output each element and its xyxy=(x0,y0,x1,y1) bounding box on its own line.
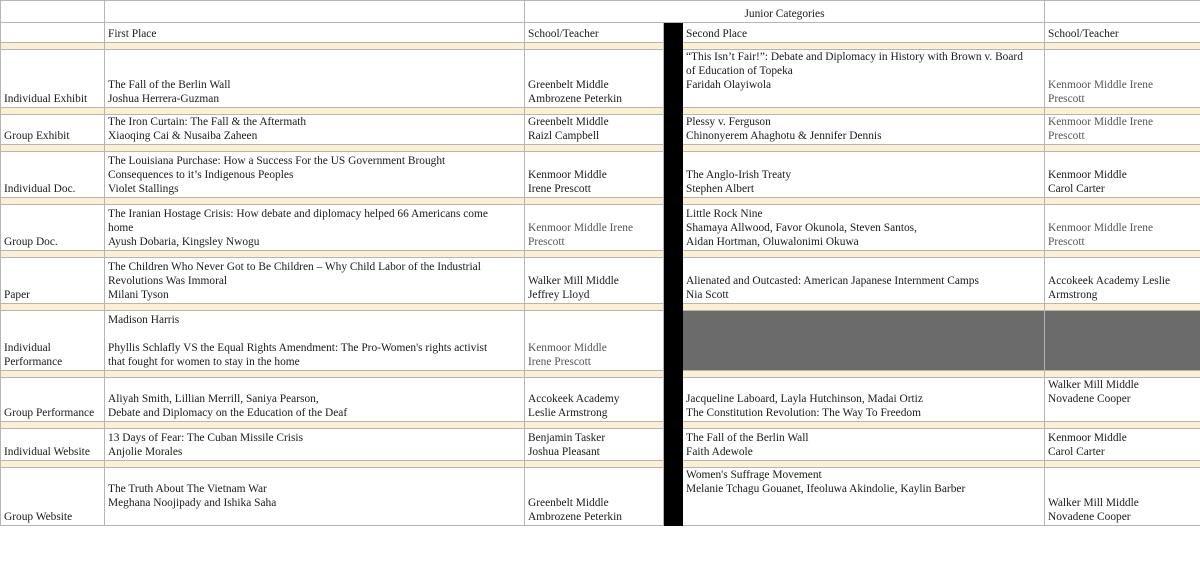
blank-cell xyxy=(1,23,105,43)
first-place-cell xyxy=(105,205,525,251)
cell-line: Walker Mill Middle xyxy=(528,275,619,287)
sheet-title: Junior Categories xyxy=(525,1,1045,23)
category-cell: Group Doc. xyxy=(1,205,105,251)
cell-line: Faridah Olayiwola xyxy=(686,79,772,91)
table-row xyxy=(1,115,1200,145)
first-school-cell xyxy=(525,468,664,526)
table-row xyxy=(1,152,1200,198)
cell-line: Kenmoor Middle Irene xyxy=(1048,222,1154,234)
spacer-cell xyxy=(1,304,105,311)
spacer-cell xyxy=(683,422,1045,429)
spacer-cell xyxy=(525,251,664,258)
spacer-cell xyxy=(1,43,105,50)
cell-line: Shamaya Allwood, Favor Okunola, Steven Santos, xyxy=(686,222,917,234)
spacer-cell xyxy=(1,422,105,429)
cell-line: that fought for women to stay in the home xyxy=(108,356,300,368)
cell-line: Ayush Dobaria, Kingsley Nwogu xyxy=(108,236,260,248)
cell-line: Kenmoor Middle xyxy=(528,169,607,181)
cell-line: Melanie Tchagu Gouanet, Ifeoluwa Akindolie, Kaylin Barber xyxy=(686,483,966,495)
spacer-cell xyxy=(1045,304,1200,311)
spacer-cell xyxy=(525,422,664,429)
cell-line: Raizl Campbell xyxy=(528,130,600,142)
spacer-cell xyxy=(105,251,525,258)
spacer-cell xyxy=(1045,108,1200,115)
first-school-cell xyxy=(525,311,664,371)
spacer-cell xyxy=(1045,422,1200,429)
cell-line: Irene Prescott xyxy=(528,183,591,195)
first-place-cell xyxy=(105,258,525,304)
blank-cell xyxy=(105,1,525,23)
spacer-cell xyxy=(105,461,525,468)
spacer-cell xyxy=(105,108,525,115)
cell-line: of Education of Topeka xyxy=(686,65,793,77)
spacer-cell xyxy=(664,371,683,378)
black-divider xyxy=(664,23,683,43)
spacer-cell xyxy=(1,371,105,378)
first-place-cell xyxy=(105,152,525,198)
cell-line: Ambrozene Peterkin xyxy=(528,511,622,523)
cell-line xyxy=(686,496,1041,510)
second-school-cell xyxy=(1045,205,1200,251)
cell-line: The Fall of the Berlin Wall xyxy=(686,432,809,444)
cell-line: Milani Tyson xyxy=(108,289,169,301)
spacer-cell xyxy=(664,422,683,429)
cell-line: The Constitution Revolution: The Way To Freedom xyxy=(686,407,921,419)
black-divider xyxy=(664,378,683,422)
cell-line: Phyllis Schlafly VS the Equal Rights Amendment: The Pro-Women's rights activist xyxy=(108,342,488,354)
cell-line: Kenmoor Middle Irene xyxy=(1048,79,1154,91)
spacer-cell xyxy=(1045,145,1200,152)
black-divider xyxy=(664,429,683,461)
cell-line: Performance xyxy=(4,356,63,368)
cell-line xyxy=(686,510,1041,524)
second-school-cell xyxy=(1045,152,1200,198)
table-row xyxy=(1,468,1200,526)
cell-line: Xiaoqing Cai & Nusaiba Zaheen xyxy=(108,130,258,142)
category-cell: Individual Website xyxy=(1,429,105,461)
cell-line: “This Isn’t Fair!”: Debate and Diplomacy in History with Brown v. Board xyxy=(686,51,1023,63)
header-first-place: First Place xyxy=(105,23,525,43)
cell-line: Madison Harris xyxy=(108,314,180,326)
second-school-cell xyxy=(1045,50,1200,108)
cell-line: Chinonyerem Ahaghotu & Jennifer Dennis xyxy=(686,130,882,142)
header-school-teacher: School/Teacher xyxy=(525,23,664,43)
table-row xyxy=(1,311,1200,371)
first-school-cell xyxy=(525,429,664,461)
table-row xyxy=(1,429,1200,461)
black-divider xyxy=(664,115,683,145)
cell-line: Violet Stallings xyxy=(108,183,179,195)
spacer-cell xyxy=(525,304,664,311)
spacer-cell xyxy=(664,43,683,50)
cell-line: Walker Mill Middle xyxy=(1048,379,1139,391)
cell-line: Jeffrey Lloyd xyxy=(528,289,590,301)
first-place-cell xyxy=(105,468,525,526)
cell-line: Prescott xyxy=(1048,130,1085,142)
cell-line: Aliyah Smith, Lillian Merrill, Saniya Pearson, xyxy=(108,393,319,405)
spacer-cell xyxy=(683,304,1045,311)
black-divider xyxy=(664,205,683,251)
cell-line: Armstrong xyxy=(1048,289,1098,301)
spacer-cell xyxy=(105,304,525,311)
cell-line: The Children Who Never Got to Be Children – Why Child Labor of the Industrial xyxy=(108,261,481,273)
cell-line: Benjamin Tasker xyxy=(528,432,606,444)
spacer-cell xyxy=(1,108,105,115)
cell-line: Women's Suffrage Movement xyxy=(686,469,822,481)
spacer-cell xyxy=(1045,461,1200,468)
spacer-cell xyxy=(664,198,683,205)
second-place-cell xyxy=(683,258,1045,304)
cell-line: Prescott xyxy=(528,236,565,248)
black-divider xyxy=(664,311,683,371)
first-place-cell xyxy=(105,378,525,422)
second-place-cell xyxy=(683,468,1045,526)
spacer-cell xyxy=(683,198,1045,205)
first-place-cell xyxy=(105,311,525,371)
category-cell: Group Performance xyxy=(1,378,105,422)
spacer-row xyxy=(1,422,1200,429)
second-place-cell xyxy=(683,378,1045,422)
cell-line: Carol Carter xyxy=(1048,183,1105,195)
second-school-cell xyxy=(1045,468,1200,526)
cell-line: home xyxy=(108,222,134,234)
black-divider xyxy=(664,50,683,108)
spacer-row xyxy=(1,461,1200,468)
header-school-teacher: School/Teacher xyxy=(1045,23,1200,43)
spacer-cell xyxy=(1045,251,1200,258)
first-place-cell xyxy=(105,50,525,108)
spacer-row xyxy=(1,251,1200,258)
category-cell xyxy=(1,311,105,371)
cell-line: The Louisiana Purchase: How a Success For the US Government Brought xyxy=(108,155,446,167)
spacer-cell xyxy=(1,461,105,468)
spacer-row xyxy=(1,43,1200,50)
spacer-cell xyxy=(683,371,1045,378)
spacer-cell xyxy=(105,198,525,205)
category-cell: Group Website xyxy=(1,468,105,526)
cell-line: Kenmoor Middle xyxy=(1048,169,1127,181)
spacer-cell xyxy=(525,145,664,152)
spacer-row xyxy=(1,198,1200,205)
cell-line: Nia Scott xyxy=(686,289,729,301)
cell-line: The Anglo-Irish Treaty xyxy=(686,169,792,181)
spacer-cell xyxy=(1,198,105,205)
first-school-cell xyxy=(525,115,664,145)
cell-line: Greenbelt Middle xyxy=(528,79,609,91)
spacer-cell xyxy=(664,145,683,152)
second-school-cell xyxy=(1045,429,1200,461)
second-place-cell xyxy=(683,152,1045,198)
cell-line: Walker Mill Middle xyxy=(1048,497,1139,509)
first-place-cell xyxy=(105,115,525,145)
first-school-cell xyxy=(525,152,664,198)
second-place-cell xyxy=(683,429,1045,461)
empty-grey-cell xyxy=(1045,311,1200,371)
spacer-cell xyxy=(105,371,525,378)
first-school-cell xyxy=(525,378,664,422)
blank-cell xyxy=(1,1,105,23)
second-place-cell xyxy=(683,205,1045,251)
cell-line: Joshua Pleasant xyxy=(528,446,600,458)
cell-line xyxy=(1048,406,1197,420)
cell-line: Jacqueline Laboard, Layla Hutchinson, Madai Ortiz xyxy=(686,393,923,405)
cell-line: Irene Prescott xyxy=(528,356,591,368)
second-place-cell xyxy=(683,50,1045,108)
cell-line: Aidan Hortman, Oluwalonimi Okuwa xyxy=(686,236,859,248)
spacer-cell xyxy=(525,371,664,378)
cell-line: Novadene Cooper xyxy=(1048,511,1131,523)
cell-line: Accokeek Academy xyxy=(528,393,620,405)
cell-line: Accokeek Academy Leslie xyxy=(1048,275,1171,287)
spacer-cell xyxy=(525,198,664,205)
spacer-cell xyxy=(525,108,664,115)
spacer-cell xyxy=(683,145,1045,152)
cell-line: The Fall of the Berlin Wall xyxy=(108,79,231,91)
cell-line: Leslie Armstrong xyxy=(528,407,608,419)
spacer-cell xyxy=(1045,198,1200,205)
spacer-cell xyxy=(664,304,683,311)
spacer-cell xyxy=(105,422,525,429)
table-row xyxy=(1,378,1200,422)
spacer-row xyxy=(1,145,1200,152)
blank-cell xyxy=(1045,1,1200,23)
spacer-cell xyxy=(1,145,105,152)
category-cell: Individual Doc. xyxy=(1,152,105,198)
first-place-cell xyxy=(105,429,525,461)
table-row xyxy=(1,205,1200,251)
second-place-cell xyxy=(683,115,1045,145)
spacer-cell xyxy=(683,251,1045,258)
cell-line: Novadene Cooper xyxy=(1048,393,1131,405)
cell-line: Individual xyxy=(4,342,51,354)
cell-line: Plessy v. Ferguson xyxy=(686,116,771,128)
cell-line: Kenmoor Middle Irene xyxy=(1048,116,1154,128)
cell-line: 13 Days of Fear: The Cuban Missile Crisis xyxy=(108,432,303,444)
spacer-cell xyxy=(1045,371,1200,378)
spacer-cell xyxy=(683,461,1045,468)
spacer-cell xyxy=(105,43,525,50)
header-second-place: Second Place xyxy=(683,23,1045,43)
spacer-cell xyxy=(664,251,683,258)
cell-line: Debate and Diplomacy on the Education of the Deaf xyxy=(108,407,348,419)
first-school-cell xyxy=(525,50,664,108)
cell-line xyxy=(108,327,521,341)
cell-line: Consequences to it’s Indigenous Peoples xyxy=(108,169,294,181)
spacer-cell xyxy=(664,461,683,468)
cell-line: Kenmoor Middle Irene xyxy=(528,222,634,234)
spacer-cell xyxy=(525,43,664,50)
first-school-cell xyxy=(525,205,664,251)
black-divider xyxy=(664,152,683,198)
cell-line: The Iron Curtain: The Fall & the Aftermath xyxy=(108,116,307,128)
cell-line xyxy=(686,92,1041,106)
cell-line: Kenmoor Middle xyxy=(1048,432,1127,444)
second-school-cell xyxy=(1045,115,1200,145)
empty-grey-cell xyxy=(683,311,1045,371)
second-school-cell xyxy=(1045,258,1200,304)
spacer-row xyxy=(1,304,1200,311)
spacer-cell xyxy=(105,145,525,152)
spacer-cell xyxy=(1045,43,1200,50)
category-cell: Group Exhibit xyxy=(1,115,105,145)
spacer-row xyxy=(1,108,1200,115)
spacer-cell xyxy=(683,108,1045,115)
cell-line: Faith Adewole xyxy=(686,446,753,458)
cell-line: Stephen Albert xyxy=(686,183,755,195)
table-row xyxy=(1,50,1200,108)
second-school-cell xyxy=(1045,378,1200,422)
cell-line: Meghana Noojipady and Ishika Saha xyxy=(108,497,277,509)
first-school-cell xyxy=(525,258,664,304)
spacer-cell xyxy=(664,108,683,115)
cell-line: Revolutions Was Immoral xyxy=(108,275,228,287)
cell-line: Little Rock Nine xyxy=(686,208,763,220)
cell-line: Prescott xyxy=(1048,236,1085,248)
cell-line: Ambrozene Peterkin xyxy=(528,93,622,105)
cell-line: Kenmoor Middle xyxy=(528,342,607,354)
cell-line: Greenbelt Middle xyxy=(528,497,609,509)
spacer-cell xyxy=(683,43,1045,50)
cell-line: The Truth About The Vietnam War xyxy=(108,483,267,495)
cell-line: Alienated and Outcasted: American Japanese Internment Camps xyxy=(686,275,979,287)
category-cell: Paper xyxy=(1,258,105,304)
table-row xyxy=(1,258,1200,304)
category-cell: Individual Exhibit xyxy=(1,50,105,108)
cell-line: Anjolie Morales xyxy=(108,446,183,458)
cell-line xyxy=(108,510,521,524)
cell-line: The Iranian Hostage Crisis: How debate and diplomacy helped 66 Americans come xyxy=(108,208,488,220)
black-divider xyxy=(664,258,683,304)
spacer-row xyxy=(1,371,1200,378)
cell-line: Joshua Herrera-Guzman xyxy=(108,93,220,105)
spacer-cell xyxy=(1,251,105,258)
spacer-cell xyxy=(525,461,664,468)
black-divider xyxy=(664,468,683,526)
cell-line: Carol Carter xyxy=(1048,446,1105,458)
cell-line: Prescott xyxy=(1048,93,1085,105)
cell-line: Greenbelt Middle xyxy=(528,116,609,128)
